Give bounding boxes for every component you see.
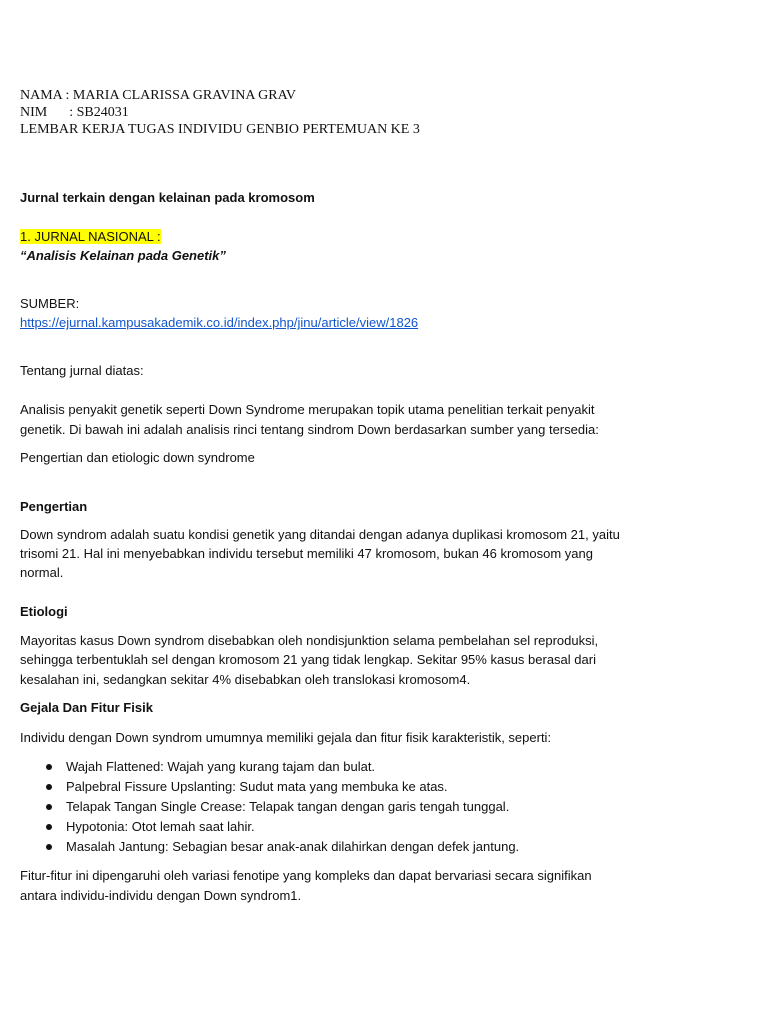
bullet-icon: [46, 784, 52, 790]
list-item-text: Hypotonia: Otot lemah saat lahir.: [66, 819, 255, 834]
list-item: [20, 777, 519, 797]
list-item-text: Telapak Tangan Single Crease: Telapak tangan dengan garis tengah tunggal.: [66, 799, 510, 814]
bullet-icon: [46, 844, 52, 850]
journal-title: “Analisis Kelainan pada Genetik”: [20, 248, 226, 263]
etiologi-line-2: sehingga terbentuklah sel dengan kromosom 21 yang tidak lengkap. Sekitar 95% kasus berasal dari: [20, 652, 596, 667]
gejala-intro: Individu dengan Down syndrom umumnya memiliki gejala dan fitur fisik karakteristik, seperti:: [20, 730, 552, 745]
pengertian-line-2: trisomi 21. Hal ini menyebabkan individu tersebut memiliki 47 kromosom, bukan 46 kromosom yang: [20, 546, 593, 561]
subintro: Pengertian dan etiologic down syndrome: [20, 450, 255, 465]
closing-line-2: antara individu-individu dengan Down syndrom1.: [20, 888, 302, 903]
pengertian-line-1: Down syndrom adalah suatu kondisi genetik yang ditandai dengan adanya duplikasi kromosom 21, yaitu: [20, 527, 620, 542]
closing-line-1: Fitur-fitur ini dipengaruhi oleh variasi fenotipe yang kompleks dan dapat bervariasi secara signifikan: [20, 868, 592, 883]
section-heading: Jurnal terkain dengan kelainan pada kromosom: [20, 190, 315, 205]
journal-label: [20, 227, 161, 247]
source-label: SUMBER:: [20, 296, 80, 311]
gejala-heading: Gejala Dan Fitur Fisik: [20, 700, 153, 715]
nim-label: NIM: [20, 105, 48, 120]
intro-line-1: Analisis penyakit genetik seperti Down Syndrome merupakan topik utama penelitian terkait penyakit: [20, 402, 595, 417]
bullet-icon: [46, 824, 52, 830]
etiologi-line-3: kesalahan ini, sedangkan sekitar 4% disebabkan oleh translokasi kromosom4.: [20, 672, 471, 687]
list-item: [20, 817, 519, 837]
source-container: [20, 313, 418, 333]
etiologi-line-1: Mayoritas kasus Down syndrom disebabkan oleh nondisjunktion selama pembelahan sel reproduksi,: [20, 633, 599, 648]
list-item: [20, 797, 519, 817]
bullet-icon: [46, 804, 52, 810]
journal-label-highlight: 1. JURNAL NASIONAL :: [20, 229, 161, 244]
source-link[interactable]: https://ejurnal.kampusakademik.co.id/index.php/jinu/article/view/1826: [20, 315, 419, 330]
symptom-list: [20, 757, 519, 857]
about-journal: Tentang jurnal diatas:: [20, 363, 144, 378]
bullet-icon: [46, 764, 52, 770]
worksheet-title: LEMBAR KERJA TUGAS INDIVIDU GENBIO PERTEMUAN KE 3: [20, 122, 420, 137]
list-item-text: Wajah Flattened: Wajah yang kurang tajam dan bulat.: [66, 759, 376, 774]
list-item-text: Masalah Jantung: Sebagian besar anak-anak dilahirkan dengan defek jantung.: [66, 839, 520, 854]
pengertian-heading: Pengertian: [20, 499, 88, 514]
list-item: [20, 837, 519, 857]
etiologi-heading: Etiologi: [20, 604, 68, 619]
list-item-text: Palpebral Fissure Upslanting: Sudut mata yang membuka ke atas.: [66, 779, 448, 794]
student-nim: [20, 104, 129, 121]
nim-value: : SB24031: [69, 105, 129, 120]
student-name: NAMA : MARIA CLARISSA GRAVINA GRAV: [20, 88, 297, 103]
list-item: [20, 757, 519, 777]
pengertian-line-3: normal.: [20, 565, 64, 580]
intro-line-2: genetik. Di bawah ini adalah analisis rinci tentang sindrom Down berdasarkan sumber yang tersedia:: [20, 422, 599, 437]
